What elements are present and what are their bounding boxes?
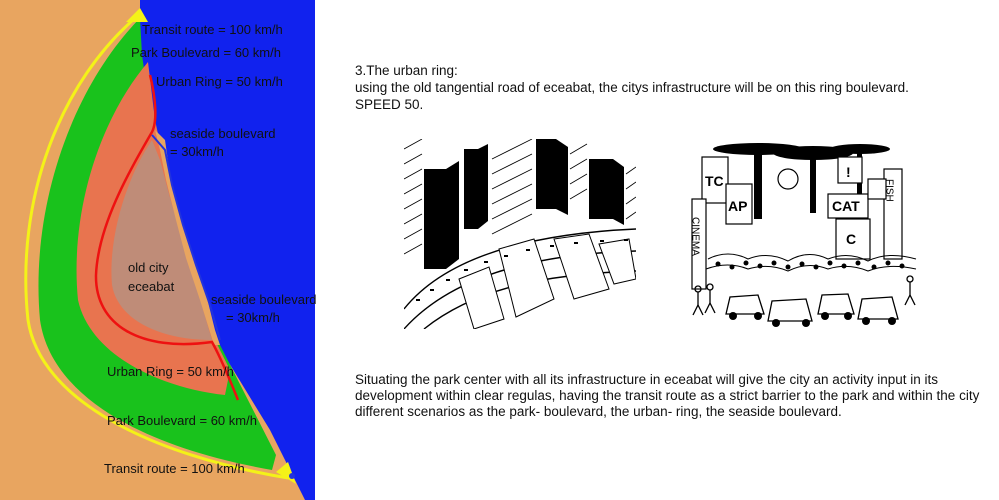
speed-note: SPEED 50. [355,97,424,112]
label-transit-top: Transit route = 100 km/h [142,22,283,37]
label-urban-top: Urban Ring = 50 km/h [156,74,283,89]
label-park-top: Park Boulevard = 60 km/h [131,45,281,60]
label-transit-bottom: Transit route = 100 km/h [104,461,245,476]
label-seaside-bottom-1: seaside boulevard [211,292,317,307]
label-oldcity-1: old city [128,260,169,275]
sign-c: C [846,231,857,247]
label-oldcity-2: eceabat [128,279,175,294]
sign-exclaim: ! [846,164,851,180]
sign-ap: AP [728,198,748,214]
label-seaside-top-1: seaside boulevard [170,126,276,141]
sign-cinema: CINEMA [689,217,701,256]
ring-road-sketch [404,139,636,329]
label-seaside-bottom-2: = 30km/h [226,310,280,325]
section-heading: 3.The urban ring: [355,63,458,78]
description-paragraph: Situating the park center with all its infrastructure in eceabat will give the city an activity input in its development within clear regulas, having the transit route as a strict barrier to the park and within the city different scenarios as the park- boulevard, the urban- ring, the seaside boulevard. [355,372,980,419]
sign-cat: CAT [832,198,860,214]
section-description: using the old tangential road of eceabat, the citys infrastructure will be on this ring boulevard. [355,80,909,95]
city-street-sketch [688,139,919,329]
arrow-dot-icon [289,473,295,479]
label-urban-bottom: Urban Ring = 50 km/h [107,364,234,379]
label-seaside-top-2: = 30km/h [170,144,224,159]
sign-fish: FISH [883,179,895,202]
label-park-bottom: Park Boulevard = 60 km/h [107,413,257,428]
sign-tc: TC [705,173,724,189]
